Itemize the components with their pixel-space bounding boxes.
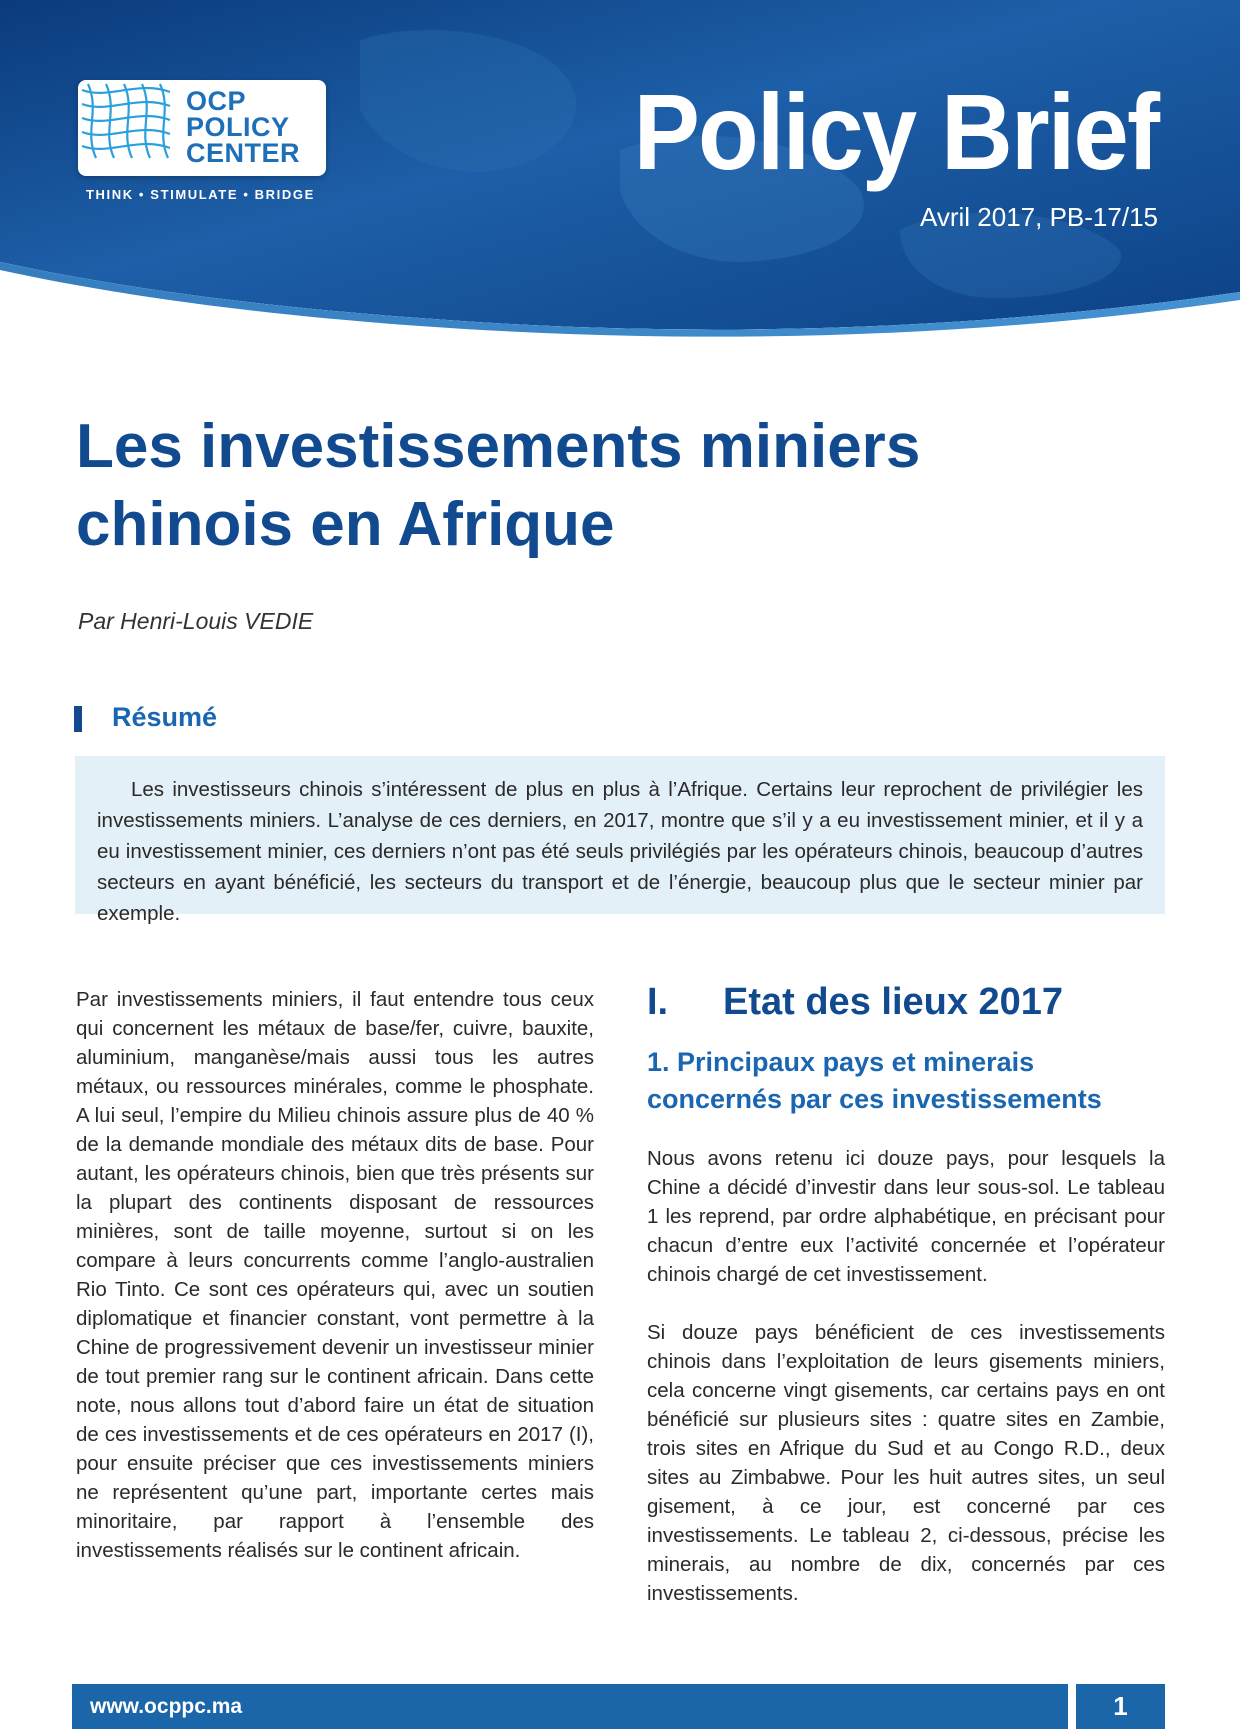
brief-title: Policy Brief [633,71,1158,192]
paragraph-1: Nous avons retenu ici douze pays, pour lesquels la Chine a décidé d’investir dans leur sous-sol. Le tableau 1 les reprend, par ordre alphabétique, en précisant pour chacun d’entre eux l’activité concernée et l’opérateur chinois chargé de cet investissement. [647,1147,1165,1286]
title-line-2: chinois en Afrique [76,490,615,559]
section-heading [647,978,1165,1026]
right-column [647,978,1165,1608]
paragraph-2: Si douze pays bénéficient de ces investissements chinois dans l’exploitation de leurs gisements miniers, cela concerne vingt gisements, car certains pays en ont bénéficié sur plusieurs sites : quatre sites en Zambie, trois sites en Afrique du Sud et au Congo R.D., deux sites au Zimbabwe. Pour les huit autres sites, un seul gisement, à ce jour, est concerné par ces investissements. Le tableau 2, ci-dessous, précise les minerais, au nombre de dix, concernés par ces investissements. [647,1321,1165,1605]
brief-date-reference: Avril 2017, PB-17/15 [920,202,1158,232]
tagline: THINK • STIMULATE • BRIDGE [86,187,315,202]
subsection-heading-line-2: concernés par ces investissements [647,1084,1102,1114]
header-banner [0,0,1240,340]
footer-bar [72,1684,1068,1729]
logo-text [186,88,322,166]
document-title [76,408,1156,564]
left-column-text: Par investissements miniers, il faut entendre tous ceux qui concernent les métaux de base/fer, cuivre, bauxite, aluminium, manganèse/mais aussi tous les autres métaux, ou ressources minérales, comme le phosphate. A lui seul, l’empire du Milieu chinois assure plus de 40 % de la demande mondiale des métaux dits de base. Pour autant, les opérateurs chinois, bien que très présents sur la plupart des continents disposant de ressources minières, sont de taille moyenne, surtout si on les compare à leurs concurrents comme l’anglo-australien Rio Tinto. Ce sont ces opérateurs qui, avec un soutien diplomatique et financier constant, vont permettre à la Chine de progressivement devenir un investisseur minier de tout premier rang sur le continent africain. Dans cette note, nous allons tout d’abord faire un état de situation de ces investissements et de ces opérateurs en 2017 (I), pour ensuite préciser que ces investissements miniers ne représentent qu’une part, importante certes mais minoritaire, par rapport à l’ensemble des investissements réalisés sur le continent africain. [76,988,594,1562]
subsection-heading-line-1: 1. Principaux pays et minerais [647,1047,1035,1077]
logo-mesh-icon [78,80,174,160]
summary-text: Les investisseurs chinois s’intéressent de plus en plus à l’Afrique. Certains leur reprochent de privilégier les investissements miniers. L’analyse de ces derniers, en 2017, montre que s’il y a eu investissement minier, et il y a eu investissement minier, ces derniers n’ont pas été seuls privilégiés par les opérateurs chinois, beaucoup d’autres secteurs en ayant bénéficié, les secteurs du transport et de l’énergie, beaucoup plus que le secteur minier par exemple. [97,778,1143,925]
summary-heading-marker [74,706,82,732]
subsection-heading [647,1044,1165,1118]
section-number: I. [647,981,669,1023]
author: Par Henri-Louis VEDIE [78,608,314,634]
title-line-1: Les investissements miniers [76,412,921,481]
summary-heading: Résumé [112,702,218,732]
footer-url-link[interactable]: www.ocppc.ma [90,1695,243,1718]
summary-box [75,756,1165,925]
section-title: Etat des lieux 2017 [723,981,1064,1023]
page-number: 1 [1076,1684,1165,1729]
logo-line-2: POLICY [186,112,290,142]
logo-line-3: CENTER [186,138,301,168]
logo [78,80,326,176]
logo-line-1: OCP [186,86,247,116]
